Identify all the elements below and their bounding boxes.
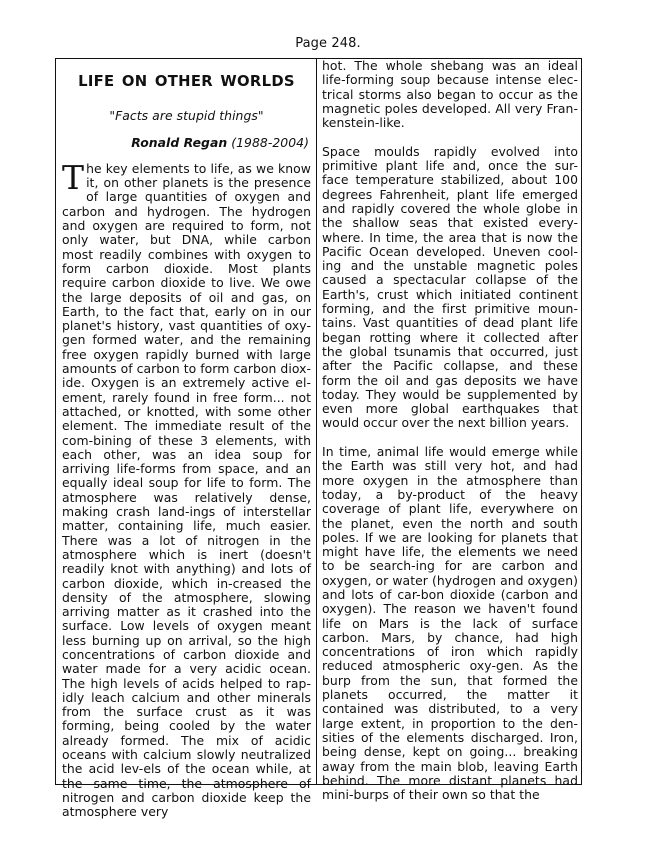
paragraph-text: he key elements to life, as we know it, on other planets is the presence of large quantities of oxygen and carbon and hydrogen. The hydrogen and oxygen are required to form, not only water, but DNA, while carbon most readily combines with oxygen to form carbon dioxide. Most plants require carbon dioxide to live. We owe the large deposits of oil and gas, on Earth, to the fact that, early on in our planet's history, vast quantities of oxy-gen formed water, and the remaining free oxygen rapidly burned with large amounts of carbon to form carbon diox-ide. Oxygen is an extremely active el-ement, rarely found in free form... not attached, or knotted, with some other element. The immediate result of the com-bining of these 3 elements, with each other, was an idea soup for arriving life-forms from space, and an equally ideal soup for life to form. The atmosphere was relatively dense, making crash land-ings of interstellar matter, containing life, much easier. There was a lot of nitrogen in the atmosphere which is inert (doesn't readily knot with anything) and lots of carbon dioxide, which in-creased the density of the atmosphere, slowing arriving matter as it crashed into the surface. Low levels of oxygen meant less burning up on arrival, so the high concentrations of carbon dioxide and water made for a very acidic ocean. The high levels of acids helped to rap-idly leach calcium and other minerals from the surface crust as it was forming, being cooled by the water already formed. The mix of acidic oceans with calcium slowly neutralized the acid lev-els of the ocean while, at the same time, the atmosphere of nitrogen and carbon dioxide keep the atmosphere very [62, 160, 311, 820]
left-column [62, 59, 311, 820]
page-number: Page 248. [295, 36, 361, 51]
column-divider [316, 58, 317, 785]
article-box [55, 58, 582, 820]
article-title: LIFE ON OTHER WORLDS [78, 73, 295, 90]
body-paragraph: In time, animal life would emerge while the Earth was still very hot, and had more oxygen in the atmosphere than today, a by-product of the heavy coverage of plant life, everywhere on the planet, even the north and south poles. If we are looking for planets that might have life, the elements we need to be search-ing for are carbon and oxygen, or water (hydrogen and oxygen) and lots of car-bon dioxide (carbon and oxygen). The reason we haven't found life on Mars is the lack of surface carbon. Mars, by chance, had high concentrations of iron which rapidly reduced atmospheric oxy-gen. As the burp from the sun, that formed the planets occurred, the matter it contained was distributed, to a very large extent, in proportion to the den-sities of the elements discharged. Iron, being dense, kept on going... breaking away from the main blob, leaving Earth behind. The more distant planets had mini-burps of their own so that the [322, 444, 578, 803]
attribution-name: Ronald Regan [131, 134, 228, 150]
body-paragraph: hot. The whole shebang was an ideal life-forming soup because intense elec-trical storms also began to occur as the magnetic poles developed. All very Fran-kenstein-like. [322, 58, 578, 131]
drop-cap: T [62, 157, 85, 197]
body-paragraph: Space moulds rapidly evolved into primitive plant life and, once the sur-face temperature stabilized, about 100 degrees Fahrenheit, plant life emerged and rapidly covered the whole globe in the shallow seas that existed every-where. In time, the area that is now the Pacific Ocean developed. Uneven cool-ing and the unstable magnetic poles caused a spectacular collapse of the Earth's, crust which initiated continent forming, and the first primitive moun-tains. Vast quantities of dead plant life began rotting where it collected after the global tsunamis that occurred, just after the Pacific collapse, and these form the oil and gas deposits we have today. They would be supplemented by even more global earthquakes that would occur over the next billion years. [322, 143, 578, 431]
attribution-years: (1988-2004) [227, 134, 309, 150]
epigraph-quote: "Facts are stupid things" [109, 108, 264, 124]
paragraph-gap [322, 130, 578, 144]
paragraph-gap [322, 431, 578, 445]
right-column [322, 59, 578, 802]
epigraph-attribution [62, 136, 309, 150]
body-paragraph [62, 157, 311, 820]
